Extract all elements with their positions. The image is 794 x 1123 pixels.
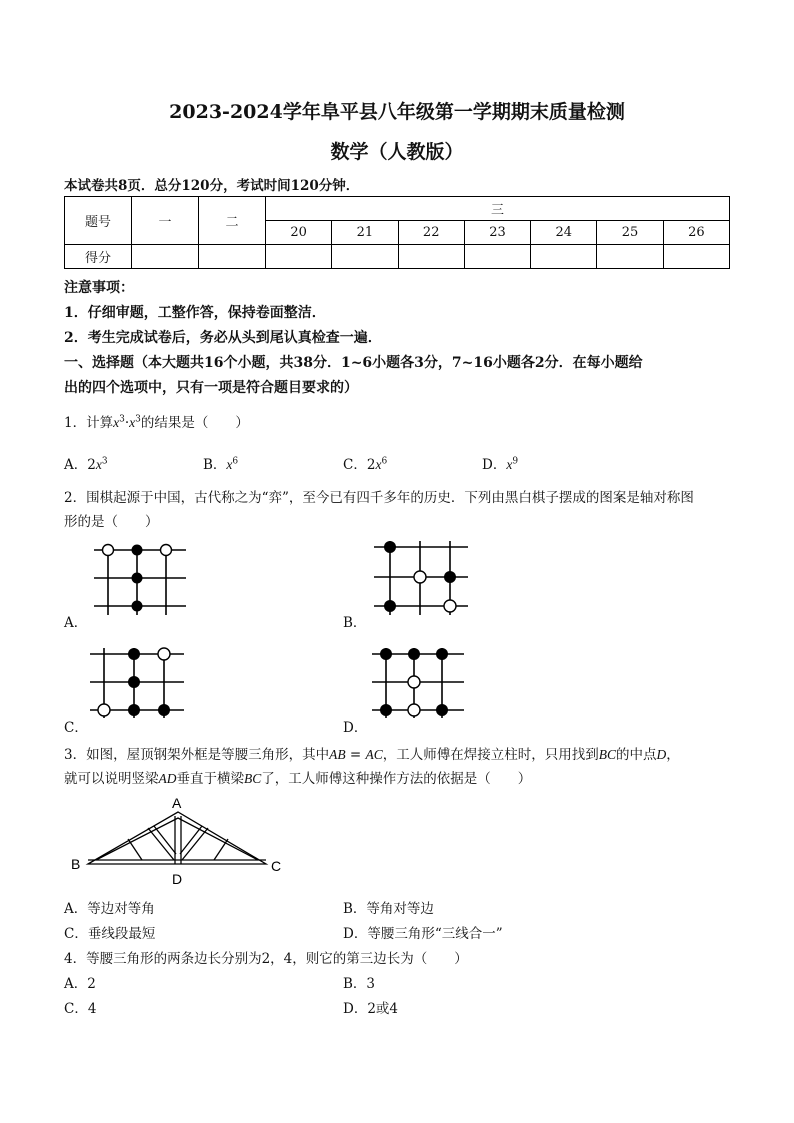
- vertex-label-c: C: [271, 858, 282, 874]
- score-cell[interactable]: [266, 245, 332, 269]
- option-exp: 6: [232, 456, 239, 467]
- question-number: 23: [464, 221, 530, 245]
- q2-label-c[interactable]: C．: [64, 720, 88, 736]
- vertex-label-d: D: [172, 871, 183, 887]
- white-stone: [444, 600, 456, 612]
- black-stone: [128, 676, 140, 688]
- white-stone: [103, 545, 114, 556]
- note-item: 1．仔细审题，工整作答，保持卷面整洁．: [64, 305, 326, 321]
- q1-option-b[interactable]: [203, 453, 238, 473]
- section-1-header: 一: [132, 197, 199, 245]
- question-2: 2．围棋起源于中国，古代称之为“弈”，至今已有四千多年的历史．下列由黑白棋子摆成的图案是轴对称图: [64, 490, 694, 506]
- black-stone: [436, 704, 448, 716]
- black-stone: [444, 571, 456, 583]
- go-board-b: [374, 541, 468, 615]
- white-stone: [158, 648, 170, 660]
- go-board-a: [94, 545, 186, 615]
- option-var: x: [375, 457, 382, 472]
- q3-text: ，: [666, 747, 680, 763]
- page-title: 2023-2024学年阜平县八年级第一学期期末质量检测: [169, 101, 625, 123]
- option-exp: 3: [101, 456, 108, 467]
- note-item: 2．考生完成试卷后，务必从头到尾认真检查一遍．: [64, 330, 382, 346]
- row-label-score: 得分: [65, 245, 132, 269]
- q1-exp: 3: [135, 414, 141, 425]
- question-3-cont: [64, 767, 531, 787]
- black-stone: [380, 648, 392, 660]
- score-cell[interactable]: [332, 245, 398, 269]
- option-label: A．: [64, 457, 88, 473]
- q3-option-d[interactable]: D．等腰三角形“三线合一”: [343, 926, 503, 942]
- vertex-label-b: B: [71, 856, 81, 872]
- score-cell[interactable]: [398, 245, 464, 269]
- q4-option-d[interactable]: D．2或4: [343, 1001, 399, 1017]
- question-number: 21: [332, 221, 398, 245]
- question-2-cont: 形的是（ ）: [64, 514, 159, 530]
- black-stone: [384, 541, 396, 553]
- black-stone: [380, 704, 392, 716]
- q3-text: 就可以说明竖梁: [64, 771, 159, 787]
- score-cell[interactable]: [531, 245, 597, 269]
- q4-option-b[interactable]: B．3: [343, 976, 376, 992]
- q3-text: 垂直于横梁: [176, 771, 244, 787]
- q3-text: ，工人师傅在焊接立柱时，只用找到: [382, 747, 599, 763]
- black-stone: [128, 704, 140, 716]
- q3-math: AD: [158, 771, 177, 786]
- q1-option-c[interactable]: [343, 453, 387, 473]
- q3-math: AC: [365, 747, 383, 762]
- q4-option-c[interactable]: C．4: [64, 1001, 97, 1017]
- black-stone: [132, 601, 143, 612]
- q3-option-c[interactable]: C．垂线段最短: [64, 926, 156, 942]
- option-label: C．: [343, 457, 367, 473]
- roof-truss-figure: [66, 794, 296, 888]
- question-1: [64, 411, 249, 431]
- black-stone: [128, 648, 140, 660]
- vertex-label-a: A: [172, 795, 182, 811]
- go-board-d: [372, 648, 464, 718]
- option-var: x: [226, 457, 233, 472]
- q1-dot: ·: [124, 415, 130, 431]
- q3-math: BC: [244, 771, 262, 786]
- question-3: [64, 743, 680, 763]
- section-1-instructions: 一、选择题（本大题共16个小题，共38分．1~6小题各3分，7~16小题各2分．在每小题给: [64, 355, 643, 371]
- q1-option-d[interactable]: [482, 453, 518, 473]
- question-number: 25: [597, 221, 663, 245]
- option-var: x: [95, 457, 102, 472]
- q3-text: 了，工人师傅这种操作方法的依据是（ ）: [261, 771, 532, 787]
- q1-base: x: [129, 415, 136, 430]
- q3-text: 的中点: [616, 747, 657, 763]
- white-stone: [414, 571, 426, 583]
- question-number: 26: [663, 221, 729, 245]
- go-board-c: [90, 648, 184, 718]
- score-table: [64, 196, 730, 269]
- option-var: x: [506, 457, 513, 472]
- notes-heading: 注意事项：: [64, 280, 134, 296]
- row-label-question: 题号: [65, 197, 132, 245]
- black-stone: [158, 704, 170, 716]
- q2-label-a[interactable]: A．: [64, 615, 88, 631]
- q1-exp: 3: [119, 414, 125, 425]
- score-cell[interactable]: [132, 245, 199, 269]
- question-number: 24: [531, 221, 597, 245]
- score-cell[interactable]: [464, 245, 530, 269]
- black-stone: [408, 648, 420, 660]
- black-stone: [436, 648, 448, 660]
- question-number: 20: [266, 221, 332, 245]
- score-cell[interactable]: [597, 245, 663, 269]
- option-label: D．: [482, 457, 507, 473]
- black-stone: [132, 573, 143, 584]
- black-stone: [132, 545, 143, 556]
- q4-option-a[interactable]: A．2: [64, 976, 96, 992]
- white-stone: [408, 704, 420, 716]
- option-coef: 2: [87, 457, 96, 473]
- option-exp: 9: [512, 456, 519, 467]
- section-1-instructions-cont: 出的四个选项中，只有一项是符合题目要求的）: [64, 380, 358, 396]
- white-stone: [408, 676, 420, 688]
- q3-math: AB: [329, 747, 346, 762]
- option-coef: 2: [366, 457, 376, 473]
- q1-option-a[interactable]: [64, 453, 108, 473]
- q1-suffix: 的结果是（ ）: [140, 415, 249, 431]
- q3-math: D: [656, 747, 667, 762]
- option-exp: 6: [381, 456, 388, 467]
- section-2-header: 二: [199, 197, 266, 245]
- exam-info: 本试卷共8页．总分120分，考试时间120分钟．: [64, 178, 360, 194]
- page-subtitle: 数学（人教版）: [330, 141, 464, 163]
- q3-option-a[interactable]: A．等边对等角: [64, 901, 155, 917]
- black-stone: [384, 600, 396, 612]
- q3-option-b[interactable]: B．等角对等边: [343, 901, 434, 917]
- option-label: B．: [203, 457, 227, 473]
- score-cell[interactable]: [199, 245, 266, 269]
- q2-label-b[interactable]: B．: [343, 615, 367, 631]
- q3-math: BC: [598, 747, 617, 762]
- q1-prefix: 1．计算: [64, 415, 114, 431]
- score-cell[interactable]: [663, 245, 729, 269]
- q2-label-d[interactable]: D．: [343, 720, 368, 736]
- white-stone: [98, 704, 110, 716]
- section-3-header: 三: [266, 197, 730, 221]
- q1-base: x: [113, 415, 120, 430]
- question-number: 22: [398, 221, 464, 245]
- q3-text: 3．如图，屋顶钢架外框是等腰三角形，其中: [64, 747, 330, 763]
- white-stone: [161, 545, 172, 556]
- q3-math: =: [345, 747, 366, 763]
- question-4: 4．等腰三角形的两条边长分别为2，4，则它的第三边长为（ ）: [64, 951, 468, 967]
